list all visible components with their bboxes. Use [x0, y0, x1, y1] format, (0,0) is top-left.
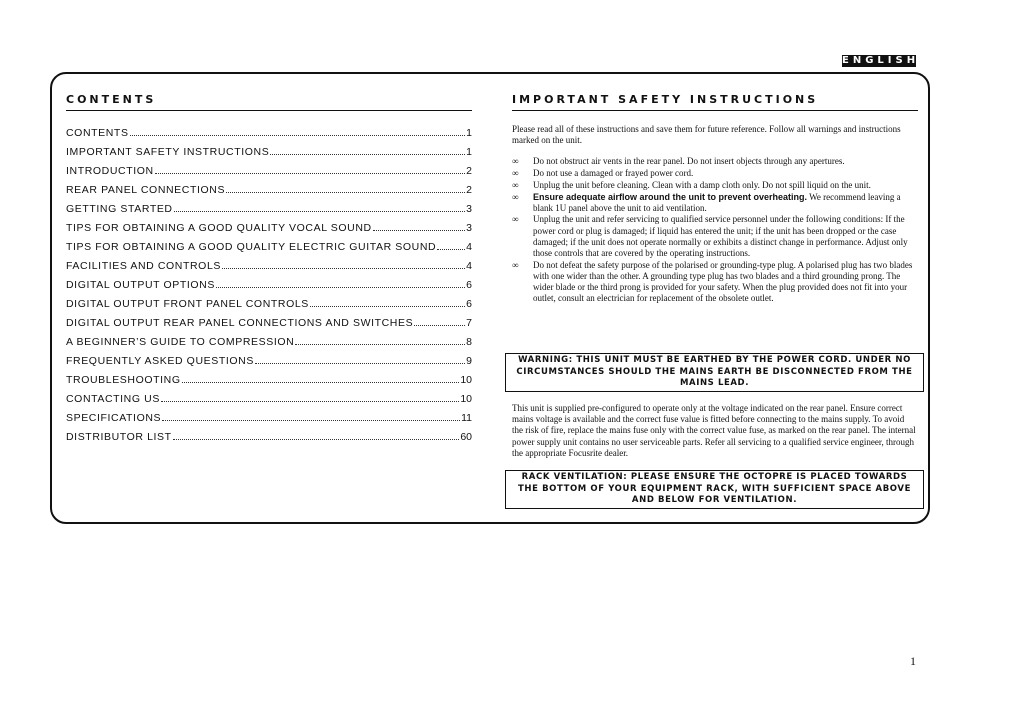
toc-entry-page: 11 — [461, 412, 472, 424]
toc-entry — [66, 317, 472, 336]
toc-entry-title: DIGITAL OUTPUT FRONT PANEL CONTROLS — [66, 298, 309, 310]
toc-entry-title: SPECIFICATIONS — [66, 412, 162, 424]
bullet-icon: ∞ — [512, 214, 519, 225]
toc-entry — [66, 374, 472, 393]
earth-warning-box: WARNING: THIS UNIT MUST BE EARTHED BY THE POWER CORD. UNDER NO CIRCUMSTANCES SHOULD THE MAINS EARTH BE DISCONNECTED FROM THE MAINS LEAD. — [505, 353, 924, 392]
safety-item-emphasis: Ensure adequate airflow around the unit to prevent overheating. — [533, 191, 808, 202]
toc-leader-dots — [255, 363, 465, 364]
contents-heading: CONTENTS — [66, 93, 472, 111]
toc-leader-dots — [295, 344, 465, 345]
toc-entry — [66, 393, 472, 412]
voltage-paragraph: This unit is supplied pre-configured to operate only at the voltage indicated on the rear panel. Ensure correct mains voltage is available and the correct fuse value is fitted before connecting to the mains supply. To avoid the risk of fire, replace the mains fuse only with the correct value fuse, as marked on the rear panel. The internal power supply unit contains no user serviceable parts. Refer all servicing to a qualified service engineer, through the appropriate Focusrite dealer. — [512, 403, 916, 458]
toc-entry-page: 8 — [466, 336, 472, 348]
toc-entry-page: 60 — [460, 431, 472, 443]
toc-entry-title: TIPS FOR OBTAINING A GOOD QUALITY ELECTRIC GUITAR SOUND — [66, 241, 437, 253]
bullet-icon: ∞ — [512, 156, 519, 167]
page-number: 1 — [910, 654, 916, 668]
bullet-icon: ∞ — [512, 191, 519, 202]
toc-leader-dots — [174, 211, 466, 212]
toc-leader-dots — [155, 173, 465, 174]
toc-entry-title: CONTACTING US — [66, 393, 160, 405]
toc-entry-page: 10 — [460, 374, 472, 386]
toc-entry — [66, 127, 472, 146]
toc-entry-page: 1 — [466, 127, 472, 139]
toc-entry-title: A BEGINNER’S GUIDE TO COMPRESSION — [66, 336, 295, 348]
safety-item-text: Unplug the unit before cleaning. Clean with a damp cloth only. Do not spill liquid on the unit. — [533, 179, 871, 190]
toc-entry-page: 7 — [466, 317, 472, 329]
language-badge: ENGLISH — [842, 55, 920, 66]
toc-entry — [66, 165, 472, 184]
toc-entry-page: 4 — [466, 260, 472, 272]
toc-entry — [66, 260, 472, 279]
toc-leader-dots — [161, 401, 459, 402]
safety-heading: IMPORTANT SAFETY INSTRUCTIONS — [512, 93, 918, 111]
toc-entry-title: DIGITAL OUTPUT OPTIONS — [66, 279, 215, 291]
toc-entry-page: 3 — [466, 222, 472, 234]
toc-entry-title: CONTENTS — [66, 127, 129, 139]
toc-leader-dots — [373, 230, 465, 231]
toc-leader-dots — [310, 306, 465, 307]
toc-leader-dots — [162, 420, 460, 421]
toc-entry — [66, 355, 472, 374]
toc-entry — [66, 412, 472, 431]
safety-item — [512, 180, 916, 191]
toc-entry-title: DIGITAL OUTPUT REAR PANEL CONNECTIONS AND SWITCHES — [66, 317, 414, 329]
toc-leader-dots — [216, 287, 465, 288]
toc-entry-title: DISTRIBUTOR LIST — [66, 431, 172, 443]
toc-entry-page: 6 — [466, 279, 472, 291]
toc-entry-page: 3 — [466, 203, 472, 215]
toc-entry-page: 10 — [460, 393, 472, 405]
safety-item-text: Unplug the unit and refer servicing to qualified service personnel under the following conditions: If the power cord or plug is damaged; if liquid has entered the unit; if the unit has been dropped or the case damaged; if the unit does not operate normally or exhibits a distinct change in performance. Adjust only those controls that are covered by the operating instructions. — [533, 214, 908, 259]
toc-entry — [66, 279, 472, 298]
toc-entry-title: IMPORTANT SAFETY INSTRUCTIONS — [66, 146, 270, 158]
toc-entry-page: 6 — [466, 298, 472, 310]
bullet-icon: ∞ — [512, 259, 519, 270]
safety-item-text: We recommend leaving a blank 1U panel above the unit to aid ventilation. — [533, 191, 901, 213]
toc-leader-dots — [222, 268, 465, 269]
toc-entry — [66, 336, 472, 355]
safety-item-text: Do not obstruct air vents in the rear panel. Do not insert objects through any apertures. — [533, 156, 845, 167]
safety-item — [512, 214, 916, 259]
toc-entry — [66, 222, 472, 241]
toc-entry — [66, 184, 472, 203]
toc-entry-title: TROUBLESHOOTING — [66, 374, 181, 386]
toc-entry — [66, 146, 472, 165]
table-of-contents — [66, 127, 472, 450]
bullet-icon: ∞ — [512, 168, 519, 179]
safety-item — [512, 260, 916, 305]
safety-item-text: Do not defeat the safety purpose of the polarised or grounding-type plug. A polarised plug has two blades with one wider than the other. A grounding type plug has two blades and a third grounding prong. The wider blade or the third prong is provided for your safety. When the plug provided does not fit into your outlet, consult an electrician for replacement of the obsolete outlet. — [533, 259, 913, 304]
toc-leader-dots — [226, 192, 465, 193]
toc-entry-page: 4 — [466, 241, 472, 253]
toc-entry-title: REAR PANEL CONNECTIONS — [66, 184, 226, 196]
toc-entry-title: FACILITIES AND CONTROLS — [66, 260, 221, 272]
toc-leader-dots — [182, 382, 460, 383]
toc-entry-title: TIPS FOR OBTAINING A GOOD QUALITY VOCAL SOUND — [66, 222, 372, 234]
bullet-icon: ∞ — [512, 179, 519, 190]
toc-entry — [66, 298, 472, 317]
toc-leader-dots — [173, 439, 460, 440]
toc-entry-page: 1 — [466, 146, 472, 158]
toc-entry-page: 2 — [466, 184, 472, 196]
ventilation-warning-box: RACK VENTILATION: PLEASE ENSURE THE OCTOPRE IS PLACED TOWARDS THE BOTTOM OF YOUR EQUIPMENT RACK, WITH SUFFICIENT SPACE ABOVE AND BELOW FOR VENTILATION. — [505, 470, 924, 509]
toc-entry-page: 2 — [466, 165, 472, 177]
safety-item — [512, 192, 916, 214]
safety-intro: Please read all of these instructions and save them for future reference. Follow all warnings and instructions marked on the unit. — [512, 124, 901, 146]
toc-entry-page: 9 — [466, 355, 472, 367]
toc-leader-dots — [130, 135, 466, 136]
toc-leader-dots — [437, 249, 465, 250]
toc-entry — [66, 431, 472, 450]
safety-section — [512, 124, 916, 315]
toc-entry — [66, 241, 472, 260]
toc-entry-title: FREQUENTLY ASKED QUESTIONS — [66, 355, 254, 367]
safety-list — [512, 156, 916, 304]
safety-item-text: Do not use a damaged or frayed power cord. — [533, 168, 694, 179]
toc-entry — [66, 203, 472, 222]
toc-entry-title: GETTING STARTED — [66, 203, 173, 215]
toc-entry-title: INTRODUCTION — [66, 165, 154, 177]
toc-leader-dots — [270, 154, 465, 155]
toc-leader-dots — [414, 325, 465, 326]
safety-item — [512, 168, 916, 179]
safety-item — [512, 156, 916, 167]
